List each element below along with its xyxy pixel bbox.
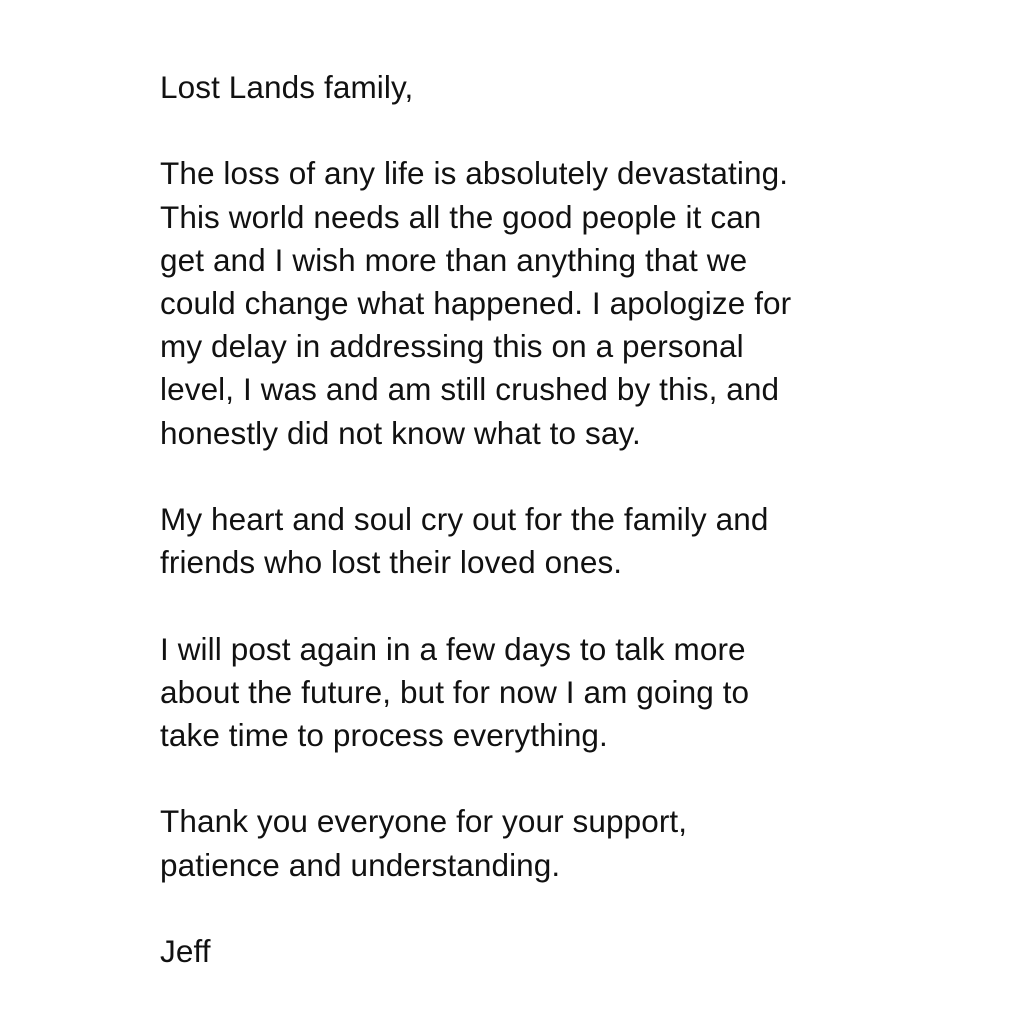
paragraph-line: Thank you everyone for your support, <box>160 803 688 840</box>
paragraph-gap <box>160 757 920 800</box>
paragraph-gap <box>160 584 920 627</box>
paragraph-line: This world needs all the good people it can <box>160 198 762 235</box>
paragraph-3 <box>160 628 920 758</box>
paragraph-line: patience and understanding. <box>160 846 561 883</box>
paragraph-line: friends who lost their loved ones. <box>160 544 623 581</box>
paragraph-line: level, I was and am still crushed by this, and <box>160 371 780 408</box>
paragraph-line: get and I wish more than anything that we <box>160 241 748 278</box>
paragraph-gap <box>160 455 920 498</box>
paragraph-gap <box>160 109 920 152</box>
paragraph-gap <box>160 887 920 930</box>
greeting: Lost Lands family, <box>160 69 414 105</box>
paragraph-line: My heart and soul cry out for the family and <box>160 501 769 537</box>
paragraph-line: could change what happened. I apologize for <box>160 285 792 321</box>
paragraph-line: honestly did not know what to say. <box>160 414 641 451</box>
paragraph-line: about the future, but for now I am going to <box>160 673 750 710</box>
paragraph-1 <box>160 152 920 454</box>
paragraph-line: take time to process everything. <box>160 717 608 753</box>
paragraph-4 <box>160 800 920 886</box>
letter-body <box>160 66 920 973</box>
signature: Jeff <box>160 932 211 969</box>
paragraph-line: I will post again in a few days to talk more <box>160 630 746 667</box>
paragraph-2 <box>160 498 920 584</box>
paragraph-line: The loss of any life is absolutely devastating. <box>160 155 789 192</box>
paragraph-line: my delay in addressing this on a personal <box>160 328 744 365</box>
